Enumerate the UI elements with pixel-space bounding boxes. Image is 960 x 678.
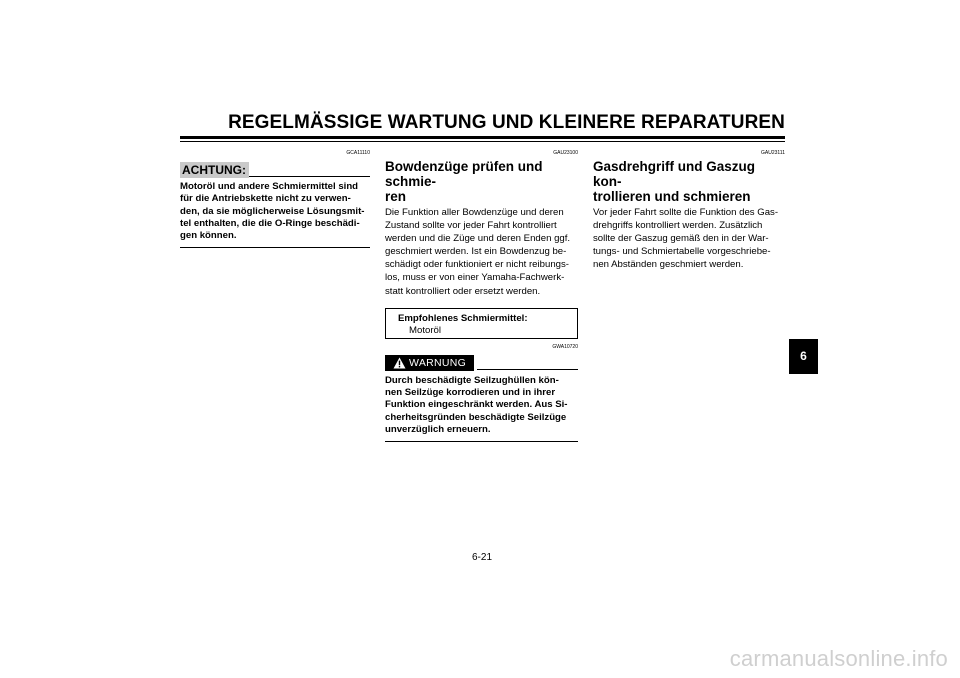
- watermark: carmanualsonline.info: [729, 646, 948, 671]
- body-line: schädigt oder funktioniert er nicht reibungs-: [385, 259, 569, 271]
- body-line: nen Abständen geschmiert werden.: [593, 259, 744, 271]
- body-line: Vor jeder Fahrt sollte die Funktion des Gas-: [593, 207, 779, 218]
- section-body: [385, 206, 578, 298]
- warning-line: nen Seilzüge korrodieren und in ihrer: [385, 386, 556, 398]
- section-title: [593, 159, 785, 204]
- caution-code: GCA11110: [346, 150, 370, 156]
- section-title-line: Bowdenzüge prüfen und schmie-: [385, 159, 543, 189]
- caution-end-rule: [180, 247, 370, 248]
- lubricant-label: Empfohlenes Schmiermittel:: [398, 312, 528, 324]
- caution-rule: [249, 176, 370, 177]
- body-line: statt kontrolliert oder ersetzt werden.: [385, 285, 541, 297]
- warning-line: cherheitsgründen beschädigte Seilzüge: [385, 411, 567, 423]
- lubricant-value: Motoröl: [409, 324, 441, 336]
- throttle-column: [593, 150, 785, 271]
- caution-line: gen können.: [180, 230, 237, 242]
- section-title-line: Gasdrehgriff und Gaszug kon-: [593, 159, 756, 189]
- section-body: [593, 206, 785, 271]
- body-line: drehgriffs kontrolliert werden. Zusätzlich: [593, 220, 763, 232]
- title-rule: [180, 136, 785, 139]
- section-title: [385, 159, 578, 204]
- warning-rule: [477, 369, 578, 370]
- caution-line: den, da sie möglicherweise Lösungsmit-: [180, 205, 365, 217]
- warning-label: WARNUNG: [409, 356, 467, 369]
- warning-badge: [385, 355, 474, 371]
- caution-line: tel enthalten, die die O-Ringe beschädi-: [180, 217, 360, 229]
- body-line: Die Funktion aller Bowdenzüge und deren: [385, 207, 564, 218]
- caution-text: [180, 181, 370, 242]
- title-rule-thin: [180, 141, 785, 142]
- body-line: los, muss er von einer Yamaha-Fachwerk-: [385, 272, 565, 284]
- body-line: Zustand sollte vor jeder Fahrt kontrolliert: [385, 220, 557, 232]
- section-title-line: trollieren und schmieren: [593, 189, 751, 204]
- section-code: GAU23111: [761, 150, 785, 156]
- section-code: GAU23100: [553, 150, 578, 156]
- cables-column: [385, 150, 578, 442]
- warning-line: Durch beschädigte Seilzughüllen kön-: [385, 374, 559, 386]
- page-title: REGELMÄSSIGE WARTUNG UND KLEINERE REPARATUREN: [228, 112, 785, 133]
- warning-code: GWA10720: [552, 343, 578, 350]
- warning-line: Funktion eingeschränkt werden. Aus Si-: [385, 399, 568, 411]
- warning-triangle-icon: [393, 357, 406, 369]
- body-line: tungs- und Schmiertabelle vorgeschriebe-: [593, 246, 771, 258]
- warning-line: unverzüglich erneuern.: [385, 423, 491, 435]
- body-line: sollte der Gaszug gemäß den in der War-: [593, 233, 769, 245]
- warning-header: [385, 353, 578, 375]
- caution-column: [180, 150, 370, 248]
- body-line: geschmiert werden. Ist ein Bowdenzug be-: [385, 246, 567, 258]
- caution-badge: ACHTUNG:: [180, 162, 249, 178]
- caution-line: Motoröl und andere Schmiermittel sind: [180, 181, 359, 192]
- caution-header: [180, 159, 370, 181]
- section-title-line: ren: [385, 189, 407, 204]
- caution-line: für die Antriebskette nicht zu verwen-: [180, 193, 351, 205]
- lubricant-box: [385, 308, 578, 339]
- warning-end-rule: [385, 441, 578, 442]
- chapter-tab: 6: [789, 339, 818, 374]
- warning-text: [385, 375, 578, 436]
- page-number: 6-21: [471, 552, 492, 563]
- body-line: werden und die Züge und deren Enden ggf.: [385, 233, 571, 245]
